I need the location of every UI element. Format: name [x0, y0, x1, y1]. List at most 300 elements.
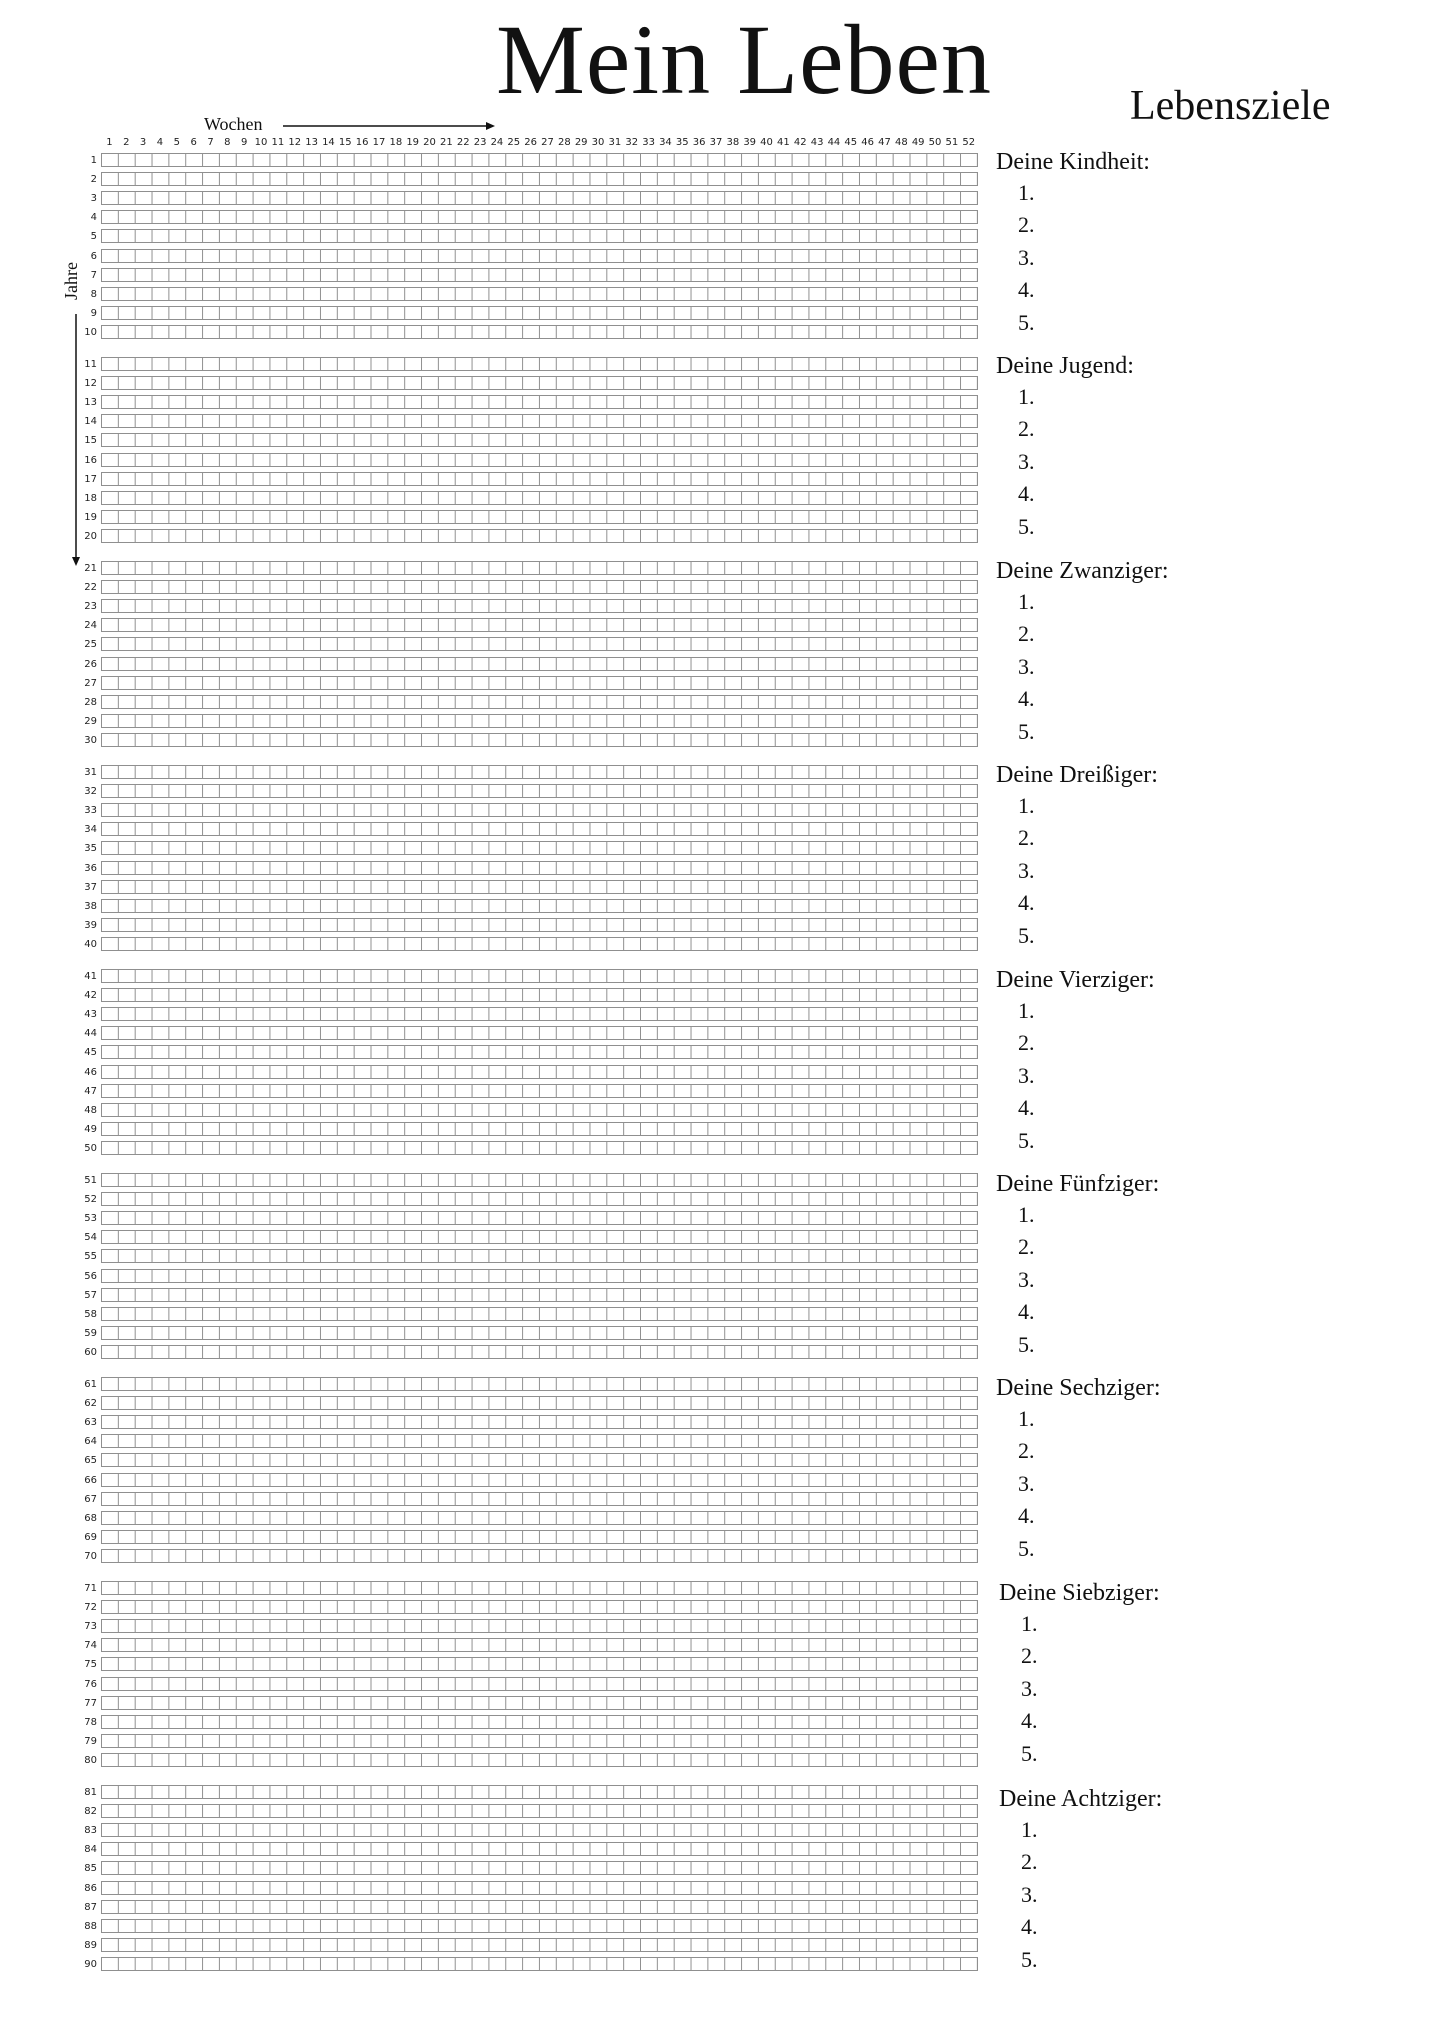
- year-number: 71: [84, 1583, 97, 1594]
- goal-item[interactable]: 1.: [1018, 1406, 1035, 1431]
- year-number: 65: [84, 1455, 97, 1467]
- week-number: 19: [406, 137, 420, 148]
- year-row: [0, 1376, 990, 1393]
- goal-item[interactable]: 2.: [1018, 1234, 1035, 1260]
- week-boxes[interactable]: [101, 1434, 978, 1448]
- week-boxes[interactable]: [101, 657, 978, 671]
- week-boxes[interactable]: [101, 433, 978, 447]
- week-boxes[interactable]: [101, 1122, 978, 1136]
- week-boxes[interactable]: [101, 618, 978, 632]
- week-boxes[interactable]: [101, 880, 978, 894]
- year-row: [0, 1548, 990, 1565]
- year-row: [0, 1676, 990, 1693]
- year-row: [0, 764, 990, 781]
- week-number: 35: [675, 137, 689, 148]
- week-boxes[interactable]: [101, 472, 978, 486]
- week-boxes[interactable]: [101, 580, 978, 594]
- goal-item[interactable]: 1.: [1018, 1202, 1035, 1227]
- week-number: 15: [338, 137, 352, 148]
- year-number: 37: [84, 881, 97, 893]
- year-number: 54: [84, 1232, 97, 1244]
- goal-item[interactable]: 5.: [1018, 513, 1035, 539]
- week-boxes[interactable]: [101, 287, 978, 301]
- week-boxes[interactable]: [101, 637, 978, 651]
- year-row: [0, 1510, 990, 1527]
- week-boxes[interactable]: [101, 937, 978, 951]
- year-row: [0, 732, 990, 749]
- goal-item[interactable]: 1.: [1018, 384, 1035, 409]
- year-number: 33: [84, 805, 97, 817]
- years-axis-label: Jahre: [61, 262, 81, 300]
- year-number: 66: [84, 1474, 97, 1486]
- week-number: 37: [709, 137, 723, 148]
- week-boxes[interactable]: [101, 1511, 978, 1525]
- year-row: [0, 713, 990, 730]
- week-boxes[interactable]: [101, 861, 978, 875]
- goal-item[interactable]: 2.: [1018, 416, 1035, 442]
- week-number: 9: [241, 137, 248, 148]
- year-row: [0, 1121, 990, 1138]
- week-boxes[interactable]: [101, 1938, 978, 1952]
- year-number: 61: [84, 1379, 97, 1390]
- year-number: 56: [84, 1270, 97, 1282]
- goal-item[interactable]: 3.: [1018, 1470, 1035, 1496]
- week-boxes[interactable]: [101, 1211, 978, 1225]
- goal-item[interactable]: 5.: [1018, 1535, 1035, 1561]
- week-boxes[interactable]: [101, 1549, 978, 1563]
- decade-goals: [996, 1374, 1426, 1561]
- goal-item[interactable]: 5.: [1018, 309, 1035, 335]
- year-number: 28: [84, 696, 97, 708]
- goal-item[interactable]: 2.: [1018, 1030, 1035, 1056]
- decade-label: Deine Achtziger:: [999, 1786, 1163, 1812]
- week-number: 49: [911, 137, 925, 148]
- year-row: [0, 1580, 990, 1597]
- decade-label: Deine Sechziger:: [996, 1375, 1161, 1401]
- week-boxes[interactable]: [101, 1415, 978, 1429]
- week-number: 7: [207, 137, 214, 148]
- week-boxes[interactable]: [101, 676, 978, 690]
- year-row: [0, 840, 990, 857]
- year-row: [0, 987, 990, 1004]
- year-row: [0, 1618, 990, 1635]
- year-number: 63: [84, 1417, 97, 1429]
- week-boxes[interactable]: [101, 969, 978, 983]
- week-boxes[interactable]: [101, 1734, 978, 1748]
- year-number: 26: [84, 658, 97, 670]
- week-number: 4: [156, 137, 164, 148]
- goal-item[interactable]: 4.: [1021, 1914, 1038, 1940]
- year-row: [0, 452, 990, 469]
- week-boxes[interactable]: [101, 1249, 978, 1263]
- year-number: 5: [90, 231, 97, 243]
- week-boxes[interactable]: [101, 357, 978, 371]
- week-number: 23: [473, 137, 487, 148]
- week-boxes[interactable]: [101, 733, 978, 747]
- week-boxes[interactable]: [101, 784, 978, 798]
- year-number: 67: [84, 1493, 97, 1505]
- year-row: [0, 528, 990, 545]
- week-boxes[interactable]: [101, 491, 978, 505]
- year-row: [0, 675, 990, 692]
- week-boxes[interactable]: [101, 599, 978, 613]
- year-number: 8: [90, 288, 97, 300]
- year-row: [0, 1083, 990, 1100]
- goal-item[interactable]: 3.: [1018, 857, 1035, 883]
- week-boxes[interactable]: [101, 988, 978, 1002]
- week-boxes[interactable]: [101, 510, 978, 524]
- goal-item[interactable]: 2.: [1018, 621, 1035, 647]
- year-number: 1: [90, 155, 97, 166]
- year-row: [0, 936, 990, 953]
- week-boxes[interactable]: [101, 1753, 978, 1767]
- year-number: 42: [84, 990, 97, 1002]
- goal-item[interactable]: 1.: [1018, 180, 1035, 205]
- week-number: 26: [524, 137, 537, 148]
- goal-item[interactable]: 3.: [1018, 244, 1035, 270]
- week-boxes[interactable]: [101, 1581, 978, 1595]
- year-row: [0, 490, 990, 507]
- week-boxes[interactable]: [101, 376, 978, 390]
- goal-item[interactable]: 4.: [1018, 1095, 1035, 1121]
- year-number: 24: [84, 620, 97, 632]
- year-number: 85: [84, 1863, 97, 1875]
- year-row: [0, 879, 990, 896]
- year-number: 44: [84, 1028, 97, 1040]
- year-number: 58: [84, 1308, 97, 1320]
- year-row: [0, 1695, 990, 1712]
- goal-item[interactable]: 1.: [1018, 998, 1035, 1023]
- year-row: [0, 432, 990, 449]
- year-number: 18: [84, 492, 97, 504]
- goal-item[interactable]: 2.: [1018, 212, 1035, 238]
- week-boxes[interactable]: [101, 1230, 978, 1244]
- week-boxes[interactable]: [101, 1269, 978, 1283]
- goal-item[interactable]: 4.: [1018, 1503, 1035, 1529]
- year-row: [0, 228, 990, 245]
- year-row: [0, 968, 990, 985]
- goal-item[interactable]: 4.: [1018, 1299, 1035, 1325]
- week-number: 44: [827, 137, 841, 148]
- goal-item[interactable]: 4.: [1018, 277, 1035, 303]
- week-number: 25: [507, 137, 521, 148]
- week-boxes[interactable]: [101, 765, 978, 779]
- goal-item[interactable]: 2.: [1018, 825, 1035, 851]
- week-boxes[interactable]: [101, 453, 978, 467]
- week-number: 42: [793, 137, 807, 148]
- year-number: 6: [90, 250, 97, 262]
- year-row: [0, 1172, 990, 1189]
- week-boxes[interactable]: [101, 561, 978, 575]
- year-row: [0, 694, 990, 711]
- year-row: [0, 1191, 990, 1208]
- year-row: [0, 1752, 990, 1769]
- week-boxes[interactable]: [101, 395, 978, 409]
- week-boxes[interactable]: [101, 841, 978, 855]
- week-number: 32: [625, 137, 639, 148]
- week-number: 6: [190, 137, 197, 148]
- year-row: [0, 1287, 990, 1304]
- year-row: [0, 1841, 990, 1858]
- week-boxes[interactable]: [101, 325, 978, 339]
- goal-item[interactable]: 2.: [1021, 1849, 1038, 1875]
- week-boxes[interactable]: [101, 1492, 978, 1506]
- week-boxes[interactable]: [101, 899, 978, 913]
- year-number: 31: [84, 767, 97, 778]
- year-number: 41: [84, 971, 97, 982]
- week-boxes[interactable]: [101, 306, 978, 320]
- year-row: [0, 1344, 990, 1361]
- year-row: [0, 209, 990, 226]
- goal-item[interactable]: 1.: [1021, 1817, 1038, 1842]
- year-row: [0, 1956, 990, 1973]
- year-number: 82: [84, 1806, 97, 1818]
- year-row: [0, 1210, 990, 1227]
- goal-item[interactable]: 3.: [1018, 448, 1035, 474]
- week-number: 18: [389, 137, 403, 148]
- goal-item[interactable]: 5.: [1018, 1127, 1035, 1153]
- week-boxes[interactable]: [101, 1307, 978, 1321]
- week-boxes[interactable]: [101, 1326, 978, 1340]
- page-title: Mein Leben: [496, 4, 992, 115]
- week-number: 20: [423, 137, 436, 148]
- year-row: [0, 1733, 990, 1750]
- week-boxes[interactable]: [101, 1638, 978, 1652]
- week-number: 8: [224, 137, 231, 148]
- year-number: 25: [84, 639, 97, 651]
- week-number: 46: [861, 137, 874, 148]
- week-boxes[interactable]: [101, 210, 978, 224]
- year-number: 32: [84, 786, 97, 798]
- goal-item[interactable]: 4.: [1021, 1708, 1038, 1734]
- week-boxes[interactable]: [101, 1007, 978, 1021]
- year-number: 89: [84, 1939, 97, 1951]
- week-boxes[interactable]: [101, 153, 978, 167]
- week-boxes[interactable]: [101, 1103, 978, 1117]
- goal-item[interactable]: 5.: [1021, 1946, 1038, 1972]
- week-boxes[interactable]: [101, 249, 978, 263]
- decade-label: Deine Kindheit:: [996, 149, 1150, 175]
- year-row: [0, 1433, 990, 1450]
- year-number: 55: [84, 1251, 97, 1263]
- goal-item[interactable]: 1.: [1018, 793, 1035, 818]
- year-row: [0, 917, 990, 934]
- week-boxes[interactable]: [101, 1957, 978, 1971]
- week-boxes[interactable]: [101, 191, 978, 205]
- year-number: 57: [84, 1289, 97, 1301]
- year-number: 36: [84, 862, 97, 874]
- goal-item[interactable]: 3.: [1021, 1675, 1038, 1701]
- week-boxes[interactable]: [101, 1785, 978, 1799]
- week-boxes[interactable]: [101, 1657, 978, 1671]
- goal-item[interactable]: 5.: [1018, 922, 1035, 948]
- week-number: 3: [139, 137, 147, 148]
- week-boxes[interactable]: [101, 1530, 978, 1544]
- year-number: 69: [84, 1531, 97, 1543]
- year-number: 19: [84, 511, 97, 523]
- year-row: [0, 636, 990, 653]
- week-boxes[interactable]: [101, 414, 978, 428]
- goal-item[interactable]: 3.: [1018, 1266, 1035, 1292]
- goal-item[interactable]: 4.: [1018, 686, 1035, 712]
- year-row: [0, 1325, 990, 1342]
- week-boxes[interactable]: [101, 918, 978, 932]
- year-number: 83: [84, 1825, 97, 1837]
- year-number: 87: [84, 1901, 97, 1913]
- goal-item[interactable]: 4.: [1018, 481, 1035, 507]
- year-number: 62: [84, 1398, 97, 1410]
- week-boxes[interactable]: [101, 822, 978, 836]
- decade-label: Deine Vierziger:: [996, 967, 1155, 993]
- year-row: [0, 1414, 990, 1431]
- year-row: [0, 152, 990, 169]
- week-number: 17: [372, 137, 386, 148]
- week-boxes[interactable]: [101, 1696, 978, 1710]
- year-row: [0, 898, 990, 915]
- week-boxes[interactable]: [101, 1141, 978, 1155]
- week-number: 27: [541, 137, 554, 148]
- week-boxes[interactable]: [101, 1345, 978, 1359]
- year-row: [0, 471, 990, 488]
- week-boxes[interactable]: [101, 1473, 978, 1487]
- goal-item[interactable]: 2.: [1021, 1643, 1038, 1669]
- week-boxes[interactable]: [101, 1919, 978, 1933]
- week-number: 41: [777, 137, 790, 148]
- year-number: 35: [84, 843, 97, 855]
- week-boxes[interactable]: [101, 1084, 978, 1098]
- week-boxes[interactable]: [101, 1600, 978, 1614]
- year-number: 75: [84, 1659, 97, 1671]
- goal-item[interactable]: 3.: [1018, 653, 1035, 679]
- week-boxes[interactable]: [101, 1288, 978, 1302]
- week-boxes[interactable]: [101, 1677, 978, 1691]
- week-boxes[interactable]: [101, 1045, 978, 1059]
- week-boxes[interactable]: [101, 172, 978, 186]
- year-number: 64: [84, 1436, 97, 1448]
- year-row: [0, 1784, 990, 1801]
- year-row: [0, 305, 990, 322]
- decade-goals: [996, 761, 1426, 948]
- week-number: 40: [760, 137, 773, 148]
- week-boxes[interactable]: [101, 1026, 978, 1040]
- year-row: [0, 267, 990, 284]
- week-number: 10: [254, 137, 268, 148]
- decade-label: Deine Fünfziger:: [996, 1171, 1160, 1197]
- year-number: 73: [84, 1621, 97, 1633]
- year-number: 22: [84, 582, 97, 594]
- week-boxes[interactable]: [101, 1377, 978, 1391]
- goal-item[interactable]: 3.: [1021, 1881, 1038, 1907]
- week-boxes[interactable]: [101, 1396, 978, 1410]
- year-number: 52: [84, 1194, 97, 1206]
- decade-label: Deine Jugend:: [996, 353, 1134, 379]
- goal-item[interactable]: 5.: [1018, 718, 1035, 744]
- week-number: 45: [844, 137, 858, 148]
- week-boxes[interactable]: [101, 229, 978, 243]
- week-number: 12: [288, 137, 302, 148]
- year-row: [0, 1229, 990, 1246]
- year-number: 84: [84, 1844, 97, 1856]
- year-number: 60: [84, 1346, 97, 1358]
- goal-item[interactable]: 2.: [1018, 1438, 1035, 1464]
- week-boxes[interactable]: [101, 1065, 978, 1079]
- week-boxes[interactable]: [101, 1823, 978, 1837]
- year-number: 30: [84, 734, 97, 746]
- year-number: 14: [84, 416, 97, 428]
- year-row: [0, 171, 990, 188]
- week-boxes[interactable]: [101, 1619, 978, 1633]
- week-boxes[interactable]: [101, 1804, 978, 1818]
- year-row: [0, 1452, 990, 1469]
- year-row: [0, 1656, 990, 1673]
- week-boxes[interactable]: [101, 1453, 978, 1467]
- year-number: 49: [84, 1123, 97, 1135]
- year-row: [0, 1248, 990, 1265]
- year-row: [0, 1899, 990, 1916]
- year-row: [0, 1025, 990, 1042]
- year-row: [0, 1918, 990, 1935]
- week-boxes[interactable]: [101, 714, 978, 728]
- week-boxes[interactable]: [101, 1192, 978, 1206]
- year-number: 43: [84, 1009, 97, 1021]
- decade-goals: [996, 148, 1426, 335]
- year-row: [0, 394, 990, 411]
- week-number: 1: [106, 137, 113, 148]
- week-boxes[interactable]: [101, 695, 978, 709]
- week-number: 22: [456, 137, 470, 148]
- year-row: [0, 617, 990, 634]
- year-number: 29: [84, 715, 97, 727]
- week-boxes[interactable]: [101, 1842, 978, 1856]
- year-number: 12: [84, 378, 97, 390]
- goal-item[interactable]: 5.: [1018, 1331, 1035, 1357]
- year-row: [0, 1880, 990, 1897]
- goal-item[interactable]: 1.: [1018, 589, 1035, 614]
- week-boxes[interactable]: [101, 803, 978, 817]
- goal-item[interactable]: 3.: [1018, 1062, 1035, 1088]
- week-number: 51: [945, 137, 959, 148]
- week-boxes[interactable]: [101, 268, 978, 282]
- year-number: 4: [90, 212, 97, 224]
- year-row: [0, 356, 990, 373]
- week-boxes[interactable]: [101, 1715, 978, 1729]
- year-number: 47: [84, 1085, 97, 1097]
- decade-goals: [996, 352, 1426, 539]
- year-row: [0, 324, 990, 341]
- goal-item[interactable]: 5.: [1021, 1740, 1038, 1766]
- week-boxes[interactable]: [101, 1861, 978, 1875]
- goal-item[interactable]: 4.: [1018, 890, 1035, 916]
- year-number: 46: [84, 1066, 97, 1078]
- year-row: [0, 560, 990, 577]
- year-row: [0, 1860, 990, 1877]
- week-number: 2: [123, 137, 130, 148]
- year-number: 7: [90, 269, 97, 281]
- week-number: 28: [557, 137, 571, 148]
- year-number: 72: [84, 1602, 97, 1614]
- week-boxes[interactable]: [101, 1900, 978, 1914]
- year-row: [0, 1395, 990, 1412]
- week-boxes[interactable]: [101, 1173, 978, 1187]
- year-number: 80: [84, 1754, 97, 1766]
- year-row: [0, 1102, 990, 1119]
- week-boxes[interactable]: [101, 1881, 978, 1895]
- week-number: 30: [591, 137, 605, 148]
- goal-item[interactable]: 1.: [1021, 1611, 1038, 1636]
- year-number: 70: [84, 1550, 97, 1562]
- year-number: 48: [84, 1104, 97, 1116]
- week-boxes[interactable]: [101, 529, 978, 543]
